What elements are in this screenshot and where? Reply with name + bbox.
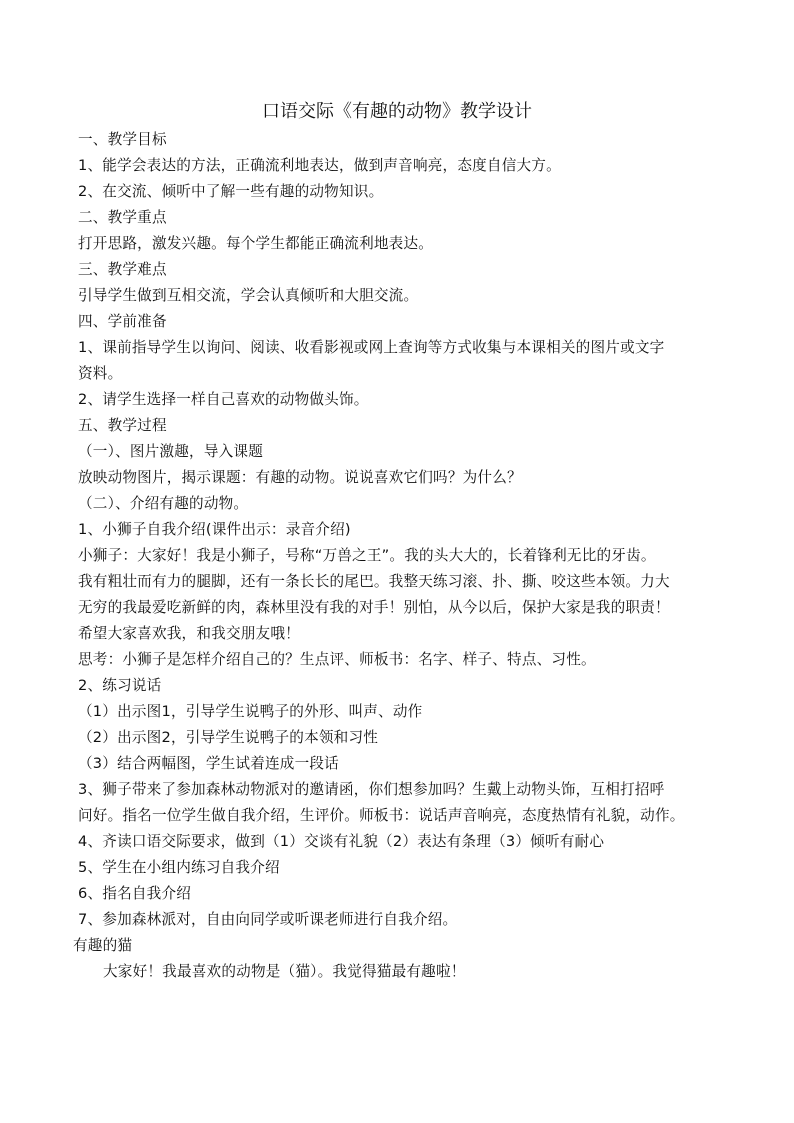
lion-intro-line-1: 小狮子：大家好！我是小狮子，号称“万兽之王”。我的头大大的，长着锋利无比的牙齿。 [78, 547, 656, 564]
section-heading-objectives: 一、教学目标 [78, 131, 167, 148]
cat-section-heading: 有趣的猫 [73, 937, 133, 954]
preparation-1-line-1: 1、课前指导学生以询问、阅读、收看影视或网上查询等方式收集与本课相关的图片或文字 [78, 339, 665, 356]
section-heading-difficulties: 三、教学难点 [78, 261, 167, 278]
practice-heading: 2、练习说话 [78, 677, 162, 694]
preparation-1-line-2: 资料。 [78, 365, 123, 382]
lion-intro-line-2: 我有粗壮而有力的腿脚，还有一条长长的尾巴。我整天练习滚、扑、撕、咬这些本领。力大 [78, 573, 670, 590]
lion-intro-line-4: 希望大家喜欢我，和我交朋友哦！ [78, 625, 300, 642]
section-heading-key-points: 二、教学重点 [78, 209, 167, 226]
group-practice-line: 5、学生在小组内练习自我介绍 [78, 859, 280, 876]
lion-intro-heading: 1、小狮子自我介绍(课件出示：录音介绍) [78, 521, 351, 538]
cat-section-text: 大家好！我最喜欢的动物是（猫）。我觉得猫最有趣啦！ [103, 963, 466, 980]
difficulties-text: 引导学生做到互相交流，学会认真倾听和大胆交流。 [78, 287, 419, 304]
practice-item-1: （1）出示图1，引导学生说鸭子的外形、叫声、动作 [78, 703, 423, 720]
practice-item-3: （3）结合两幅图，学生试着连成一段话 [78, 755, 339, 772]
invitation-line-2: 问好。指名一位学生做自我介绍，生评价。师板书：说话声音响亮，态度热情有礼貌，动作。 [78, 807, 685, 824]
objective-2: 2、在交流、倾听中了解一些有趣的动物知识。 [78, 183, 384, 200]
requirements-line: 4、齐读口语交际要求，做到（1）交谈有礼貌（2）表达有条理（3）倾听有耐心 [78, 833, 605, 850]
section-heading-process: 五、教学过程 [78, 417, 167, 434]
section-heading-preparation: 四、学前准备 [78, 313, 167, 330]
lion-intro-line-3: 无穷的我最爱吃新鲜的肉，森林里没有我的对手！别怕，从今以后，保护大家是我的职责！ [78, 599, 670, 616]
objective-1: 1、能学会表达的方法，正确流利地表达，做到声音响亮，态度自信大方。 [78, 157, 561, 174]
lion-reflection: 思考：小狮子是怎样介绍自己的？生点评、师板书：名字、样子、特点、习性。 [78, 651, 596, 668]
preparation-2: 2、请学生选择一样自己喜欢的动物做头饰。 [78, 391, 369, 408]
process-step-1-heading: （一）、图片激趣，导入课题 [78, 443, 264, 460]
individual-intro-line: 6、指名自我介绍 [78, 885, 192, 902]
process-step-2-heading: （二）、介绍有趣的动物。 [78, 495, 249, 512]
party-line: 7、参加森林派对，自由向同学或听课老师进行自我介绍。 [78, 911, 458, 928]
key-points-text: 打开思路，激发兴趣。每个学生都能正确流利地表达。 [78, 235, 434, 252]
invitation-line-1: 3、狮子带来了参加森林动物派对的邀请函，你们想参加吗？生戴上动物头饰，互相打招呼 [78, 781, 665, 798]
document-title: 口语交际《有趣的动物》教学设计 [262, 101, 532, 122]
practice-item-2: （2）出示图2，引导学生说鸭子的本领和习性 [78, 729, 379, 746]
process-step-1-text: 放映动物图片，揭示课题：有趣的动物。说说喜欢它们吗？为什么？ [78, 469, 522, 486]
